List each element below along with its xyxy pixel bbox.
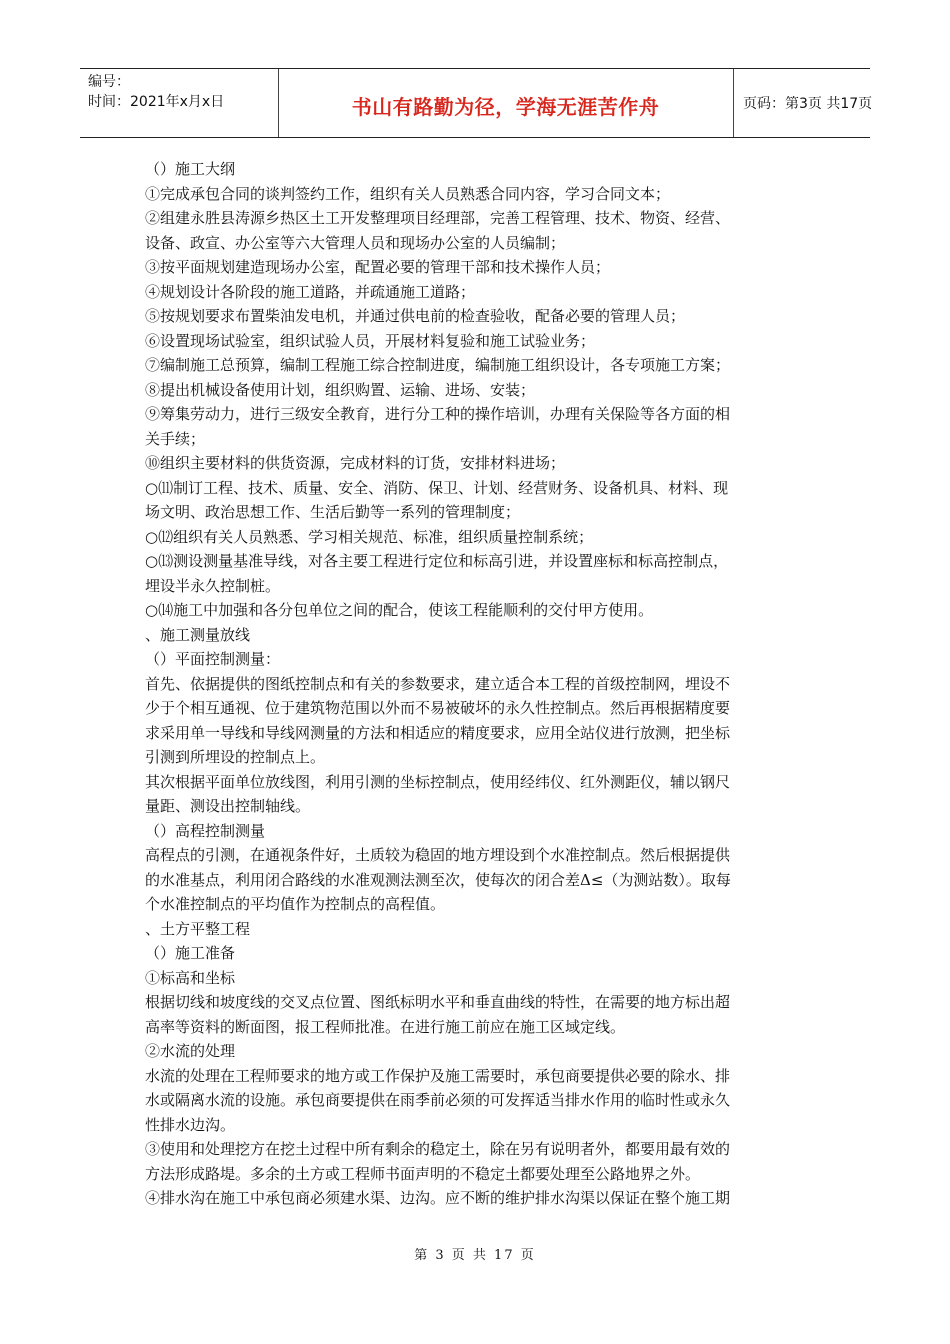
text-line: 方法形成路堤。多余的土方或工程师书面声明的不稳定土都要处理至公路地界之外。 [145,1164,701,1183]
text-line: 的水准基点，利用闭合路线的水准观测法测至次，使每次的闭合差Δ≤（为测站数）。取每 [145,870,731,889]
text-line: ③按平面规划建造现场办公室，配置必要的管理干部和技术操作人员； [145,258,611,276]
text-line: ⑧提出机械设备使用计划，组织购置、运输、进场、安装； [145,380,536,399]
text-line: 高程点的引测，在通视条件好，土质较为稳固的地方埋设到个水准控制点。然后根据提供 [145,846,731,864]
text-line: ②组建永胜县涛源乡热区土工开发整理项目经理部，完善工程管理、技术、物资、经营、 [145,209,731,227]
text-line: ⑤按规划要求布置柴油发电机，并通过供电前的检查验收，配备必要的管理人员； [145,307,686,325]
header-info-cell [80,69,279,137]
page-footer: 第 3 页 共 17 页 [414,1248,536,1263]
text-line: （）施工大纲 [145,160,236,178]
text-line: 埋设半永久控制桩。 [145,576,281,595]
text-line: 、土方平整工程 [145,919,251,938]
text-line: 水流的处理在工程师要求的地方或工作保护及施工需要时，承包商要提供必要的除水、排 [145,1066,731,1085]
text-line: 引测到所埋设的控制点上。 [145,748,326,766]
text-line: 设备、政宣、办公室等六大管理人员和现场办公室的人员编制； [145,233,566,252]
text-line: 高率等资料的断面图，报工程师批准。在进行施工前应在施工区域定线。 [145,1017,626,1036]
text-line: ③使用和处理挖方在挖土过程中所有剩余的稳定土，除在另有说明者外，都要用最有效的 [145,1140,731,1158]
text-line: ④排水沟在施工中承包商必须建水渠、边沟。应不断的维护排水沟渠以保证在整个施工期 [145,1189,731,1207]
text-line: 求采用单一导线和导线网测量的方法和相适应的精度要求，应用全站仪进行放测，把坐标 [145,723,731,742]
document-body [145,157,810,1211]
text-line: 个水准控制点的平均值作为控制点的高程值。 [145,895,446,913]
text-line: ○⒀测设测量基准导线，对各主要工程进行定位和标高引进，并设置座标和标高控制点， [145,552,729,570]
text-line: 少于个相互通视、位于建筑物范围以外而不易被破坏的永久性控制点。然后再根据精度要 [145,699,731,717]
text-line: ○⑿组织有关人员熟悉、学习相关规范、标准，组织质量控制系统； [145,527,594,546]
text-line: ⑩组织主要材料的供货资源，完成材料的订货，安排材料进场； [145,454,566,472]
text-line: 、施工测量放线 [145,625,251,644]
text-line: 性排水边沟。 [145,1115,236,1134]
text-line: ⑦编制施工总预算，编制工程施工综合控制进度，编制施工组织设计，各专项施工方案； [145,356,731,374]
text-line: ②水流的处理 [145,1042,236,1060]
header-motto: 书山有路勤为径，学海无涯苦作舟 [351,95,660,119]
document-date: 时间：2021年x月x日 [88,94,225,110]
header-motto-cell [278,69,734,137]
text-line: 场文明、政治思想工作、生活后勤等一系列的管理制度； [145,503,521,521]
document-number-label: 编号： [88,74,130,90]
page-header [80,68,873,138]
text-line: （）平面控制测量： [145,650,281,668]
text-line: ○⑾制订工程、技术、质量、安全、消防、保卫、计划、经营财务、设备机具、材料、现 [145,478,729,497]
text-line: ○⒁施工中加强和各分包单位之间的配合，使该工程能顺利的交付甲方使用。 [145,601,654,619]
text-line: （）施工准备 [145,944,236,962]
text-line: 其次根据平面单位放线图，利用引测的坐标控制点，使用经纬仪、红外测距仪，辅以钢尺 [145,772,731,791]
text-line: 首先、依据提供的图纸控制点和有关的参数要求，建立适合本工程的首级控制网，埋设不 [145,674,731,693]
text-line: ①完成承包合同的谈判签约工作，组织有关人员熟悉合同内容，学习合同文本； [145,184,671,203]
text-line: 关手续； [145,429,206,448]
text-line: ⑥设置现场试验室，组织试验人员，开展材料复验和施工试验业务； [145,331,596,350]
text-line: （）高程控制测量 [145,821,266,840]
text-line: 量距、测设出控制轴线。 [145,797,311,815]
text-line: 根据切线和坡度线的交叉点位置、图纸标明水平和垂直曲线的特性，在需要的地方标出超 [145,993,731,1011]
text-line: ④规划设计各阶段的施工道路，并疏通施工道路； [145,282,476,301]
text-line: 水或隔离水流的设施。承包商要提供在雨季前必须的可发挥适当排水作用的临时性或永久 [145,1091,731,1109]
header-page-cell [733,69,873,137]
header-page-info: 页码：第3页 共17页 [743,96,873,112]
text-line: ⑨筹集劳动力，进行三级安全教育，进行分工种的操作培训，办理有关保险等各方面的相 [145,405,731,423]
text-line: ①标高和坐标 [145,968,236,987]
